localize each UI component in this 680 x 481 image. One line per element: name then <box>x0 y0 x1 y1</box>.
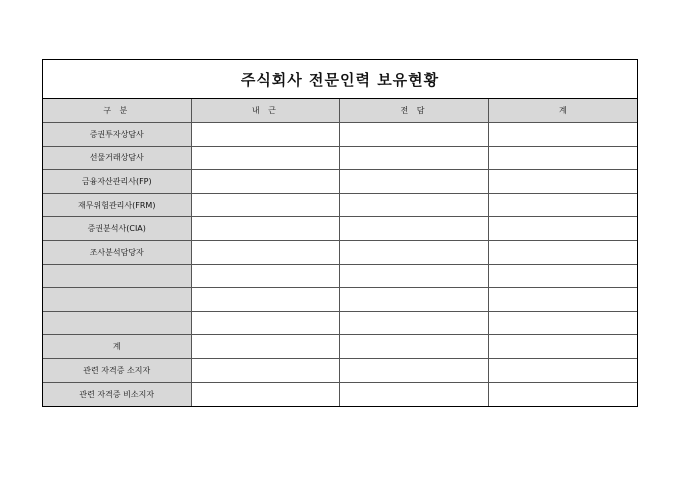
cell-internal[interactable] <box>191 217 340 241</box>
table-row <box>43 288 637 312</box>
cell-total[interactable] <box>488 170 637 194</box>
table-row <box>43 193 637 217</box>
cell-total[interactable] <box>488 146 637 170</box>
staff-table <box>43 99 637 406</box>
cell-internal[interactable] <box>191 146 340 170</box>
cell-internal[interactable] <box>191 264 340 288</box>
cell-dedicated[interactable] <box>340 123 489 147</box>
cell-internal[interactable] <box>191 170 340 194</box>
cell-total[interactable] <box>488 123 637 147</box>
cell-internal[interactable] <box>191 193 340 217</box>
header-row <box>43 99 637 123</box>
table-row <box>43 264 637 288</box>
cell-internal[interactable] <box>191 311 340 335</box>
header-category: 구 분 <box>43 99 191 123</box>
cell-dedicated[interactable] <box>340 359 489 383</box>
cell-dedicated[interactable] <box>340 217 489 241</box>
table-row <box>43 359 637 383</box>
cell-total[interactable] <box>488 359 637 383</box>
table-row <box>43 217 637 241</box>
row-label: 재무위험관리사(FRM) <box>43 193 191 217</box>
document-form <box>42 59 638 407</box>
table-row <box>43 241 637 265</box>
cell-total[interactable] <box>488 264 637 288</box>
row-label: 증권투자상담사 <box>43 123 191 147</box>
cell-total[interactable] <box>488 335 637 359</box>
table-row <box>43 123 637 147</box>
table-row <box>43 170 637 194</box>
table-row <box>43 382 637 406</box>
row-label: 금융자산관리사(FP) <box>43 170 191 194</box>
row-label: 증권분석사(CIA) <box>43 217 191 241</box>
row-label <box>43 311 191 335</box>
cell-total[interactable] <box>488 193 637 217</box>
page-title: 주식회사 전문인력 보유현황 <box>43 60 637 99</box>
cell-internal[interactable] <box>191 359 340 383</box>
header-internal: 내 근 <box>191 99 340 123</box>
cell-total[interactable] <box>488 217 637 241</box>
cell-total[interactable] <box>488 288 637 312</box>
cell-internal[interactable] <box>191 335 340 359</box>
cell-total[interactable] <box>488 382 637 406</box>
cell-dedicated[interactable] <box>340 335 489 359</box>
table-row <box>43 335 637 359</box>
cell-dedicated[interactable] <box>340 288 489 312</box>
cell-dedicated[interactable] <box>340 241 489 265</box>
row-label: 조사분석담당자 <box>43 241 191 265</box>
cell-internal[interactable] <box>191 241 340 265</box>
row-label: 선물거래상담사 <box>43 146 191 170</box>
cell-dedicated[interactable] <box>340 382 489 406</box>
cell-internal[interactable] <box>191 382 340 406</box>
cell-dedicated[interactable] <box>340 311 489 335</box>
cell-dedicated[interactable] <box>340 193 489 217</box>
cell-total[interactable] <box>488 311 637 335</box>
row-label: 관련 자격증 소지자 <box>43 359 191 383</box>
cell-dedicated[interactable] <box>340 264 489 288</box>
header-total: 계 <box>488 99 637 123</box>
header-dedicated: 전 담 <box>340 99 489 123</box>
table-row <box>43 311 637 335</box>
row-label <box>43 264 191 288</box>
cell-internal[interactable] <box>191 123 340 147</box>
row-label: 계 <box>43 335 191 359</box>
row-label: 관련 자격증 비소지자 <box>43 382 191 406</box>
cell-dedicated[interactable] <box>340 170 489 194</box>
table-row <box>43 146 637 170</box>
cell-total[interactable] <box>488 241 637 265</box>
cell-internal[interactable] <box>191 288 340 312</box>
row-label <box>43 288 191 312</box>
cell-dedicated[interactable] <box>340 146 489 170</box>
